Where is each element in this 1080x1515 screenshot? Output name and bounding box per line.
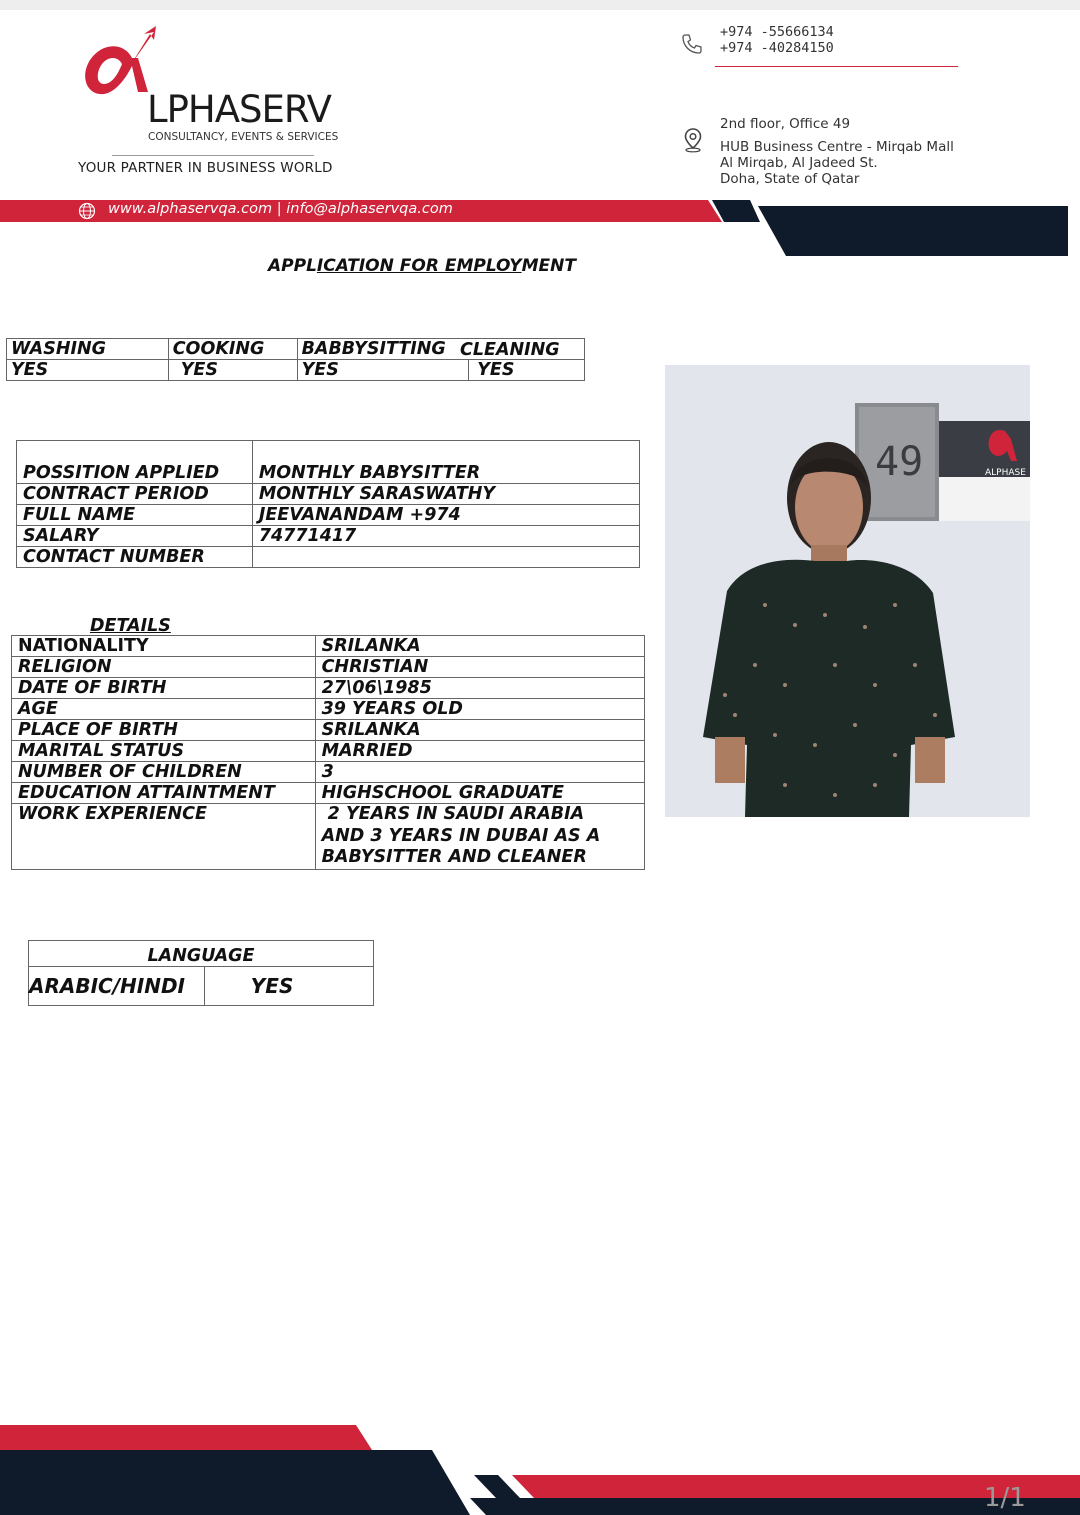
title-part: MENT <box>521 256 576 276</box>
table-row <box>29 941 374 967</box>
cleaning-header: CLEANING <box>460 340 560 360</box>
sign-text: ALPHASE <box>985 468 1026 478</box>
brand-name: LPHASERV <box>147 88 331 131</box>
language-header: LANGUAGE <box>29 941 374 967</box>
position-value <box>252 547 639 568</box>
detail-label: NUMBER OF CHILDREN <box>12 762 316 783</box>
table-row <box>12 804 645 870</box>
table-row <box>12 678 645 699</box>
title-part: APPL <box>268 256 317 276</box>
office-address <box>720 116 954 187</box>
top-gray-strip <box>0 0 1080 10</box>
table-row <box>17 484 640 505</box>
skill-value: YES <box>168 360 297 381</box>
skill-value: YES <box>297 360 469 381</box>
title-part-underlined: ICATION FOR EMPLOY <box>316 256 522 276</box>
position-label: POSSITION APPLIED <box>17 441 253 484</box>
work-experience-line: BABYSITTER AND CLEANER <box>321 847 587 867</box>
position-value: MONTHLY BABYSITTER <box>252 441 639 484</box>
table-row <box>12 699 645 720</box>
skill-header: WASHING <box>7 339 169 360</box>
position-label: CONTRACT PERIOD <box>17 484 253 505</box>
page-number: 1/1 <box>984 1483 1026 1513</box>
detail-label: NATIONALITY <box>12 636 316 657</box>
table-row <box>12 783 645 804</box>
table-row <box>12 636 645 657</box>
table-row <box>7 360 585 381</box>
table-row <box>17 547 640 568</box>
work-experience-line: 2 YEARS IN SAUDI ARABIA <box>321 804 585 824</box>
website-email: www.alphaservqa.com | info@alphaservqa.com <box>108 201 453 217</box>
table-row <box>17 441 640 484</box>
table-row <box>12 657 645 678</box>
detail-value: 3 <box>315 762 644 783</box>
location-pin-icon <box>682 127 704 153</box>
position-value: MONTHLY SARASWATHY <box>252 484 639 505</box>
work-experience-value <box>315 804 644 870</box>
detail-label: PLACE OF BIRTH <box>12 720 316 741</box>
table-row <box>12 741 645 762</box>
work-experience-line: AND 3 YEARS IN DUBAI AS A <box>321 825 601 846</box>
position-value: JEEVANANDAM +974 <box>252 505 639 526</box>
page-title <box>268 256 576 276</box>
skill-value: YES <box>469 360 585 381</box>
address-line: Al Mirqab, Al Jadeed St. <box>720 155 878 171</box>
table-row <box>17 505 640 526</box>
phone-icon <box>680 32 704 56</box>
detail-value: SRILANKA <box>315 720 644 741</box>
phone-divider <box>715 66 958 67</box>
language-table <box>28 940 374 1006</box>
table-row <box>12 762 645 783</box>
position-label: SALARY <box>17 526 253 547</box>
details-table <box>11 635 645 870</box>
skill-header: COOKING <box>168 339 297 360</box>
skill-value: YES <box>7 360 169 381</box>
phone-number-2: +974 -40284150 <box>720 40 834 56</box>
address-line: Doha, State of Qatar <box>720 171 860 187</box>
language-value: YES <box>204 967 373 1006</box>
globe-icon <box>78 202 96 220</box>
door-number: 49 <box>875 439 924 485</box>
detail-value: SRILANKA <box>315 636 644 657</box>
phone-numbers <box>720 24 834 56</box>
detail-value: HIGHSCHOOL GRADUATE <box>315 783 644 804</box>
position-label: CONTACT NUMBER <box>17 547 253 568</box>
footer-banner <box>0 1422 1080 1515</box>
detail-label: EDUCATION ATTAINTMENT <box>12 783 316 804</box>
detail-label: MARITAL STATUS <box>12 741 316 762</box>
brand-tagline: CONSULTANCY, EVENTS & SERVICES <box>148 131 339 143</box>
skill-header: BABBYSITTING <box>297 339 584 360</box>
detail-value: CHRISTIAN <box>315 657 644 678</box>
details-heading: DETAILS <box>90 616 171 636</box>
detail-label: DATE OF BIRTH <box>12 678 316 699</box>
detail-label: AGE <box>12 699 316 720</box>
tagline-divider <box>112 155 314 156</box>
detail-label: WORK EXPERIENCE <box>12 804 316 870</box>
language-name: ARABIC/HINDI <box>29 967 205 1006</box>
table-row <box>12 720 645 741</box>
address-line: 2nd floor, Office 49 <box>720 116 851 132</box>
table-row <box>29 967 374 1006</box>
position-table <box>16 440 640 568</box>
partner-slogan: YOUR PARTNER IN BUSINESS WORLD <box>78 160 333 176</box>
detail-value: 27\06\1985 <box>315 678 644 699</box>
position-label: FULL NAME <box>17 505 253 526</box>
address-line: HUB Business Centre - Mirqab Mall <box>720 139 954 155</box>
phone-number-1: +974 -55666134 <box>720 24 834 40</box>
detail-value: MARRIED <box>315 741 644 762</box>
table-row <box>17 526 640 547</box>
applicant-photo <box>665 365 1030 817</box>
detail-label: RELIGION <box>12 657 316 678</box>
position-value: 74771417 <box>252 526 639 547</box>
detail-value: 39 YEARS OLD <box>315 699 644 720</box>
